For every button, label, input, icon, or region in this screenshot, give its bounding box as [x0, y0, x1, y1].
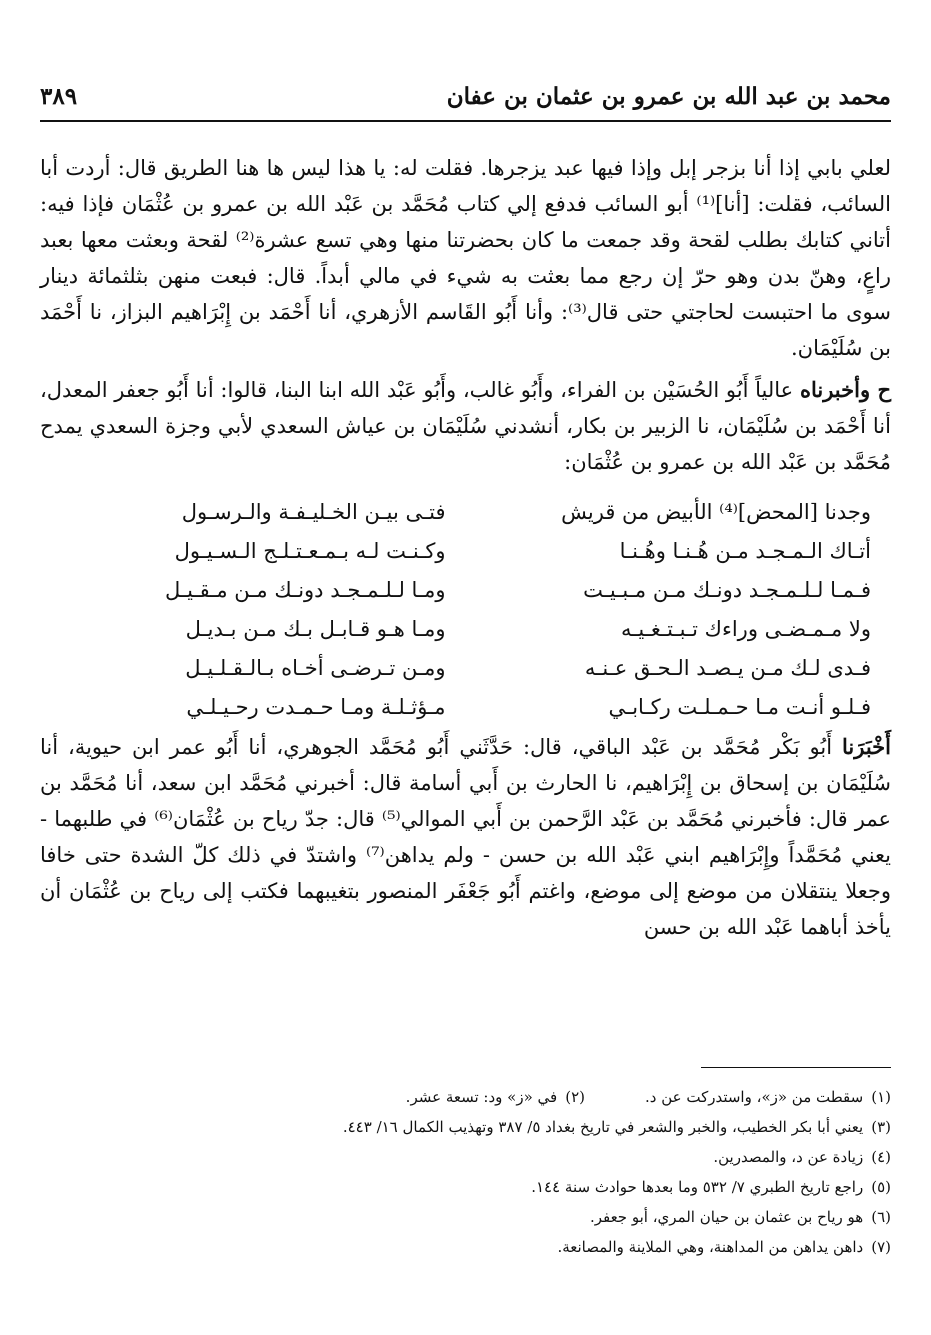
paragraph-1: [40, 150, 891, 366]
paragraph-2: [40, 372, 891, 480]
footnote-5: [40, 1172, 891, 1202]
footnote-4-text: زيادة عن د، والمصدرين.: [713, 1148, 864, 1166]
paragraph-2-lead: ح وأخبرناه: [799, 377, 891, 402]
footnote-2: [406, 1082, 585, 1112]
paragraph-3: [40, 729, 891, 945]
running-title: محمد بن عبد الله بن عمرو بن عثمان بن عفان: [446, 83, 891, 110]
footnote-4-number: (٤): [871, 1148, 891, 1166]
verse-5-first-hemistich: فـدى لـك مـن يـصـد الـحـق عـنـه: [584, 656, 871, 680]
verse-3-first-hemistich: فـمـا لـلـمـجـد دونـك مـن مـبـيـت: [583, 578, 871, 602]
footnote-7: [40, 1232, 891, 1262]
header-divider: [40, 120, 891, 122]
page-header: [40, 72, 891, 110]
paragraph-2-text: عالياً أَبُو الحُسَيْن بن الفراء، وأَبُو غالب، وأَبُو عَبْد الله ابنا البنا، قالوا: أنا أَبُو جعفر المعدل، أنا أَحْمَد بن سُلَيْمَان، نا الزبير بن بكار، أنشدني سُلَيْمَان بن عياش السعدي لأبي وجزة السعدي يمدح مُحَمَّد بن عَبْد الله بن عمرو بن عُثْمَان:: [40, 378, 891, 474]
footnote-divider: [701, 1067, 891, 1068]
verse-1-first-hemistich: وجدنا [المحض]⁽⁴⁾ الأبيض من قريش: [561, 500, 871, 524]
footnote-6-text: هو رياح بن عثمان بن حيان المري، أبو جعفر.: [589, 1208, 864, 1226]
verse-2-first-hemistich: أتـاك الـمـجـد مـن هُـنـا وهُـنـا: [619, 539, 871, 563]
footnote-3: [40, 1112, 891, 1142]
footnote-2-text: في «ز» ود: تسعة عشر.: [405, 1088, 558, 1106]
footnote-7-number: (٧): [871, 1238, 891, 1256]
footnote-1-text: سقطت من «ز»، واستدركت عن د.: [644, 1088, 864, 1106]
footnote-3-number: (٣): [871, 1118, 891, 1136]
poem: [40, 494, 891, 725]
footnote-3-text: يعني أبا بكر الخطيب، والخبر والشعر في تاريخ بغداد ٥/ ٣٨٧ وتهذيب الكمال ١٦/ ٤٤٣.: [342, 1118, 864, 1136]
page-number: ٣٨٩: [40, 83, 78, 110]
paragraph-3-lead: أَخْبَرَنا: [842, 734, 891, 759]
footnote-4: [40, 1142, 891, 1172]
paragraph-1-text: لعلي بابي إذا أنا بزجر إبل وإذا فيها عبد يزجرها. فقلت له: يا هذا ليس ها هنا الطريق قال: أردت أبا السائب، فقلت: [أنا]⁽¹⁾ أبو السائب فدفع إلي كتاب مُحَمَّد بن عَبْد الله بن عمرو بن عُثْمَان فإذا فيه: أتاني كتابك بطلب لقحة وقد جمعت ما كان بحضرتنا منها وهي تسع عشرة⁽²⁾ لقحة وبعثت معها بعبد راعٍ، وهنّ بدن وهو حرّ إن رجع مما بعثت به شيء في مالي أبداً. قال: فبعت منهن بثلثمائة دينار سوى ما احتبست لحاجتي حتى قال⁽³⁾: وأنا أَبُو القَاسم الأزهري، أنا أَحْمَد بن إِبْرَاهيم البزاز، نا أَحْمَد بن سُلَيْمَان.: [40, 156, 892, 360]
footnote-7-text: داهن يداهن من المداهنة، وهي الملاينة والمصانعة.: [557, 1238, 864, 1256]
footnote-1-number: (١): [871, 1088, 891, 1106]
verse-3-second-hemistich: ومـا لـلـمـجـد دونـك مـن مـقـيـل: [165, 578, 446, 602]
verse-5-second-hemistich: ومـن تـرضـى أخـاه بـالـقـلـيـل: [185, 656, 446, 680]
main-text: [40, 150, 891, 945]
verse-6-first-hemistich: فـلـو أنـت مـا حـمـلـت ركـابـي: [608, 695, 871, 719]
verse-1-second-hemistich: فتـى بيـن الخـليـفـة والـرسـول: [181, 500, 446, 524]
footnote-6: [40, 1202, 891, 1232]
footnote-5-number: (٥): [871, 1178, 891, 1196]
footnote-5-text: راجع تاريخ الطبري ٧/ ٥٣٢ وما بعدها حوادث سنة ١٤٤.: [531, 1178, 864, 1196]
footnote-2-number: (٢): [565, 1088, 585, 1106]
footnote-1: [645, 1082, 891, 1112]
footnote-row-1: [40, 1082, 891, 1112]
verse-4-second-hemistich: ومـا هـو قـابـل بـك مـن بـديـل: [185, 617, 446, 641]
footnotes: [40, 1082, 891, 1262]
paragraph-3-text: أَبُو بَكْر مُحَمَّد بن عَبْد الباقي، قال: حَدَّثَني أَبُو مُحَمَّد الجوهري، أنا أَبُو عمر ابن حيوية، أنا سُلَيْمَان بن إسحاق بن إِبْرَاهيم، نا الحارث بن أَبي أسامة قال: أخبرني مُحَمَّد ابن سعد، أنا مُحَمَّد بن عمر قال: فأخبرني مُحَمَّد بن عَبْد الرَّحمن بن أَبي الموالي⁽⁵⁾ قال: جدّ رياح بن عُثْمَان⁽⁶⁾ في طلبهما - يعني مُحَمَّداً وإِبْرَاهيم ابني عَبْد الله بن حسن - ولم يداهن⁽⁷⁾ واشتدّ في ذلك كلّ الشدة حتى خافا وجعلا ينتقلان من موضع إلى موضع، واغتم أَبُو جَعْفَر المنصور بتغيبهما فكتب إلى رياح بن عُثْمَان أن يأخذ أباهما عَبْد الله بن حسن: [40, 735, 892, 939]
verse-4-first-hemistich: ولا مـمـضـى وراءك تـبـتـغـيـه: [620, 617, 871, 641]
verse-6-second-hemistich: مـؤثـلـة ومـا حـمـدت رحـيـلـي: [186, 695, 446, 719]
footnote-6-number: (٦): [871, 1208, 891, 1226]
verse-2-second-hemistich: وكـنـت لـه بـمـعـتـلـج الـسـيـول: [174, 539, 446, 563]
